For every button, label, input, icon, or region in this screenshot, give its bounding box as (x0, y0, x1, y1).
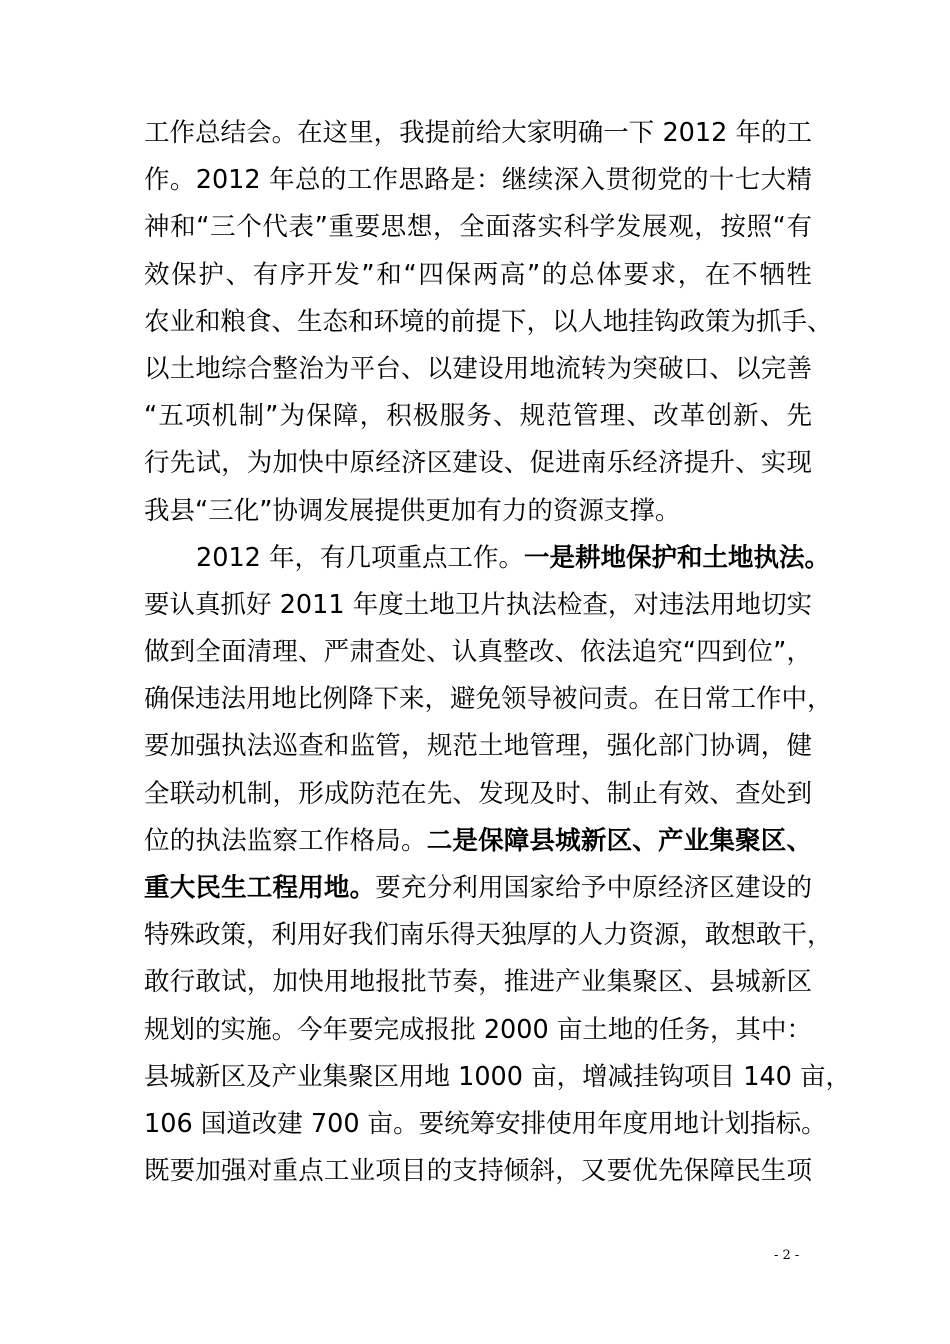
text-line (144, 771, 812, 818)
text-segment: 神和“三个代表”重要思想，全面落实科学发展观，按照“有 (144, 212, 812, 243)
text-line (144, 535, 831, 582)
text-segment: 效保护、有序开发”和“四保两高”的总体要求，在不牺牲 (144, 259, 812, 290)
page-number: - 2 - (774, 1248, 800, 1263)
text-segment: “五项机制”为保障，积极服务、规范管理、改革创新、先 (144, 401, 812, 432)
text-segment: 要加强执法巡查和监管，规范土地管理，强化部门协调，健 (144, 731, 812, 762)
bold-text-segment: 一是耕地保护和土地执法。 (524, 542, 831, 573)
text-segment: 县城新区及产业集聚区用地 1000 亩，增减挂钩项目 140 亩， (144, 1061, 851, 1092)
text-segment: 我县“三化”协调发展提供更加有力的资源支撑。 (144, 495, 681, 526)
text-line (144, 1101, 827, 1148)
bold-text-segment: 重大民生工程用地。 (144, 873, 376, 903)
text-line (144, 488, 812, 535)
text-line (144, 676, 833, 723)
text-segment: 2012 年，有几项重点工作。 (196, 542, 525, 573)
text-line (144, 865, 812, 912)
text-segment: 规划的实施。今年要完成报批 2000 亩土地的任务，其中： (144, 1014, 812, 1045)
text-line (144, 723, 812, 770)
text-segment: 全联动机制，形成防范在先、发现及时、制止有效、查处到 (144, 778, 812, 809)
text-line (144, 110, 812, 157)
document-body (144, 110, 851, 1195)
text-line (144, 1054, 851, 1101)
text-segment: 行先试，为加快中原经济区建设、促进南乐经济提升、实现 (144, 448, 812, 479)
text-line (144, 1148, 812, 1195)
text-line (144, 818, 812, 865)
text-line (144, 204, 812, 251)
text-segment: 特殊政策，利用好我们南乐得天独厚的人力资源，敢想敢干， (144, 920, 833, 951)
text-line (144, 252, 812, 299)
text-line (144, 346, 812, 393)
text-segment: 106 国道改建 700 亩。要统筹安排使用年度用地计划指标。 (144, 1108, 827, 1139)
text-line (144, 959, 812, 1006)
text-line (144, 299, 833, 346)
text-segment: 农业和粮食、生态和环境的前提下，以人地挂钩政策为抓手、 (144, 306, 833, 337)
text-line (144, 1007, 812, 1054)
text-line (144, 393, 812, 440)
text-segment: 以土地综合整治为平台、以建设用地流转为突破口、以完善 (144, 353, 812, 384)
text-segment: 敢行敢试，加快用地报批节奏，推进产业集聚区、县城新区 (144, 967, 812, 998)
text-segment: 既要加强对重点工业项目的支持倾斜，又要优先保障民生项 (144, 1156, 812, 1187)
text-line (144, 582, 812, 629)
text-segment: 要充分利用国家给予中原经济区建设的 (375, 873, 812, 903)
text-line (144, 629, 812, 676)
text-segment: 做到全面清理、严肃查处、认真整改、依法追究“四到位”， (144, 637, 812, 668)
text-segment: 位的执法监察工作格局。 (144, 825, 427, 856)
text-segment: 要认真抓好 2011 年度土地卫片执法检查，对违法用地切实 (144, 589, 812, 620)
bold-text-segment: 二是保障县城新区、产业集聚区、 (426, 825, 812, 856)
text-line (144, 157, 812, 204)
text-segment: 确保违法用地比例降下来，避免领导被问责。在日常工作中， (144, 684, 833, 715)
text-line (144, 912, 833, 959)
text-segment: 工作总结会。在这里，我提前给大家明确一下 2012 年的工 (144, 118, 812, 148)
text-line (144, 440, 812, 487)
text-segment: 作。2012 年总的工作思路是：继续深入贯彻党的十七大精 (144, 165, 812, 196)
